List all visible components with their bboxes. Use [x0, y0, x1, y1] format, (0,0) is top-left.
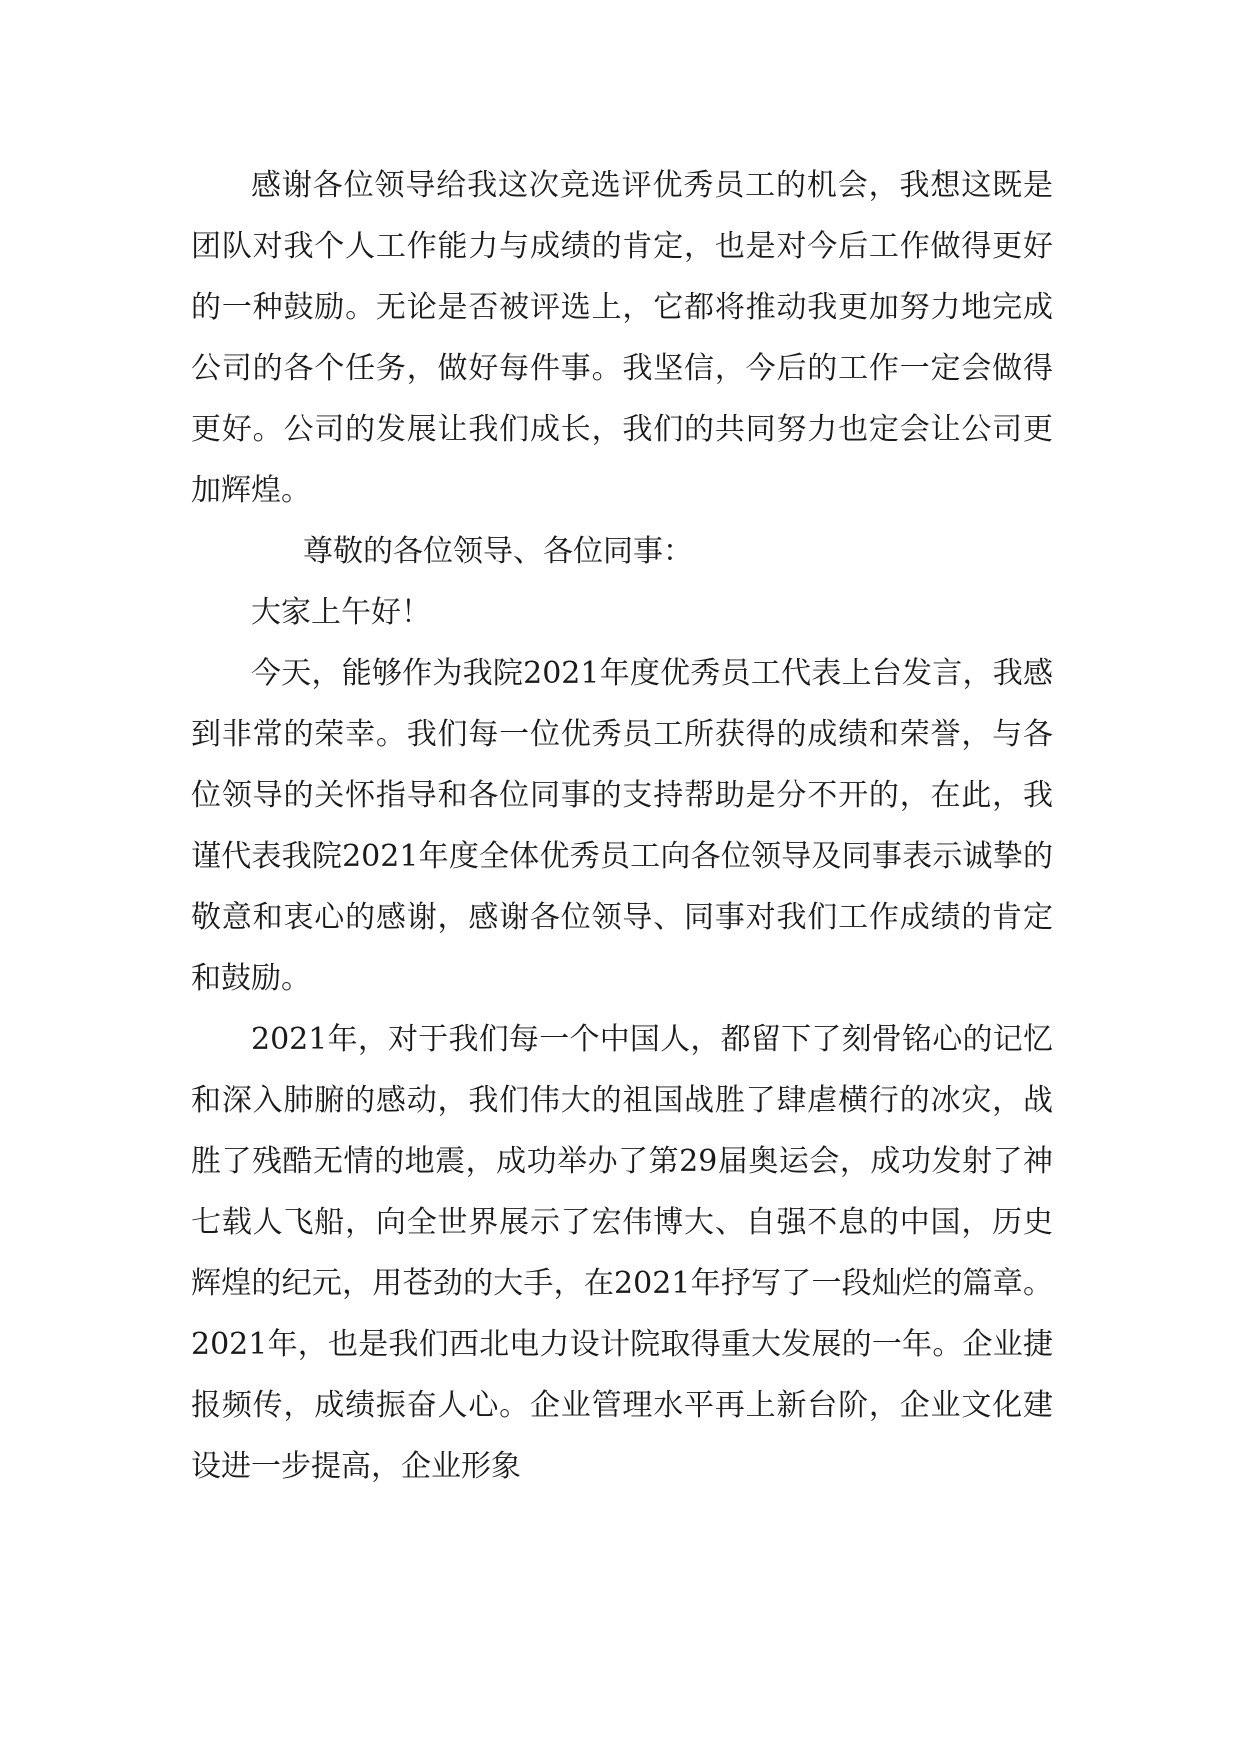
paragraph-greeting: 大家上午好！	[251, 595, 431, 630]
paragraph-year-review: 2021年，对于我们每一个中国人，都留下了刻骨铭心的记忆和深入肺腑的感动，我们伟大的祖国战胜了肆虐横行的冰灾，战胜了残酷无情的地震，成功举办了第29届奥运会，成功发射了神七载人飞船，向全世界展示了宏伟博大、自强不息的中国，历史辉煌的纪元，用苍劲的大手，在2021年抒写了一段灿烂的篇章。2021年，也是我们西北电力设计院取得重大发展的一年。企业捷报频传，成绩振奋人心。企业管理水平再上新台阶，企业文化建设进一步提高，企业形象	[191, 1022, 1053, 1484]
document-body	[191, 155, 1053, 1497]
paragraph-thanks: 感谢各位领导给我这次竞选评优秀员工的机会，我想这既是团队对我个人工作能力与成绩的肯定，也是对今后工作做得更好的一种鼓励。无论是否被评选上，它都将推动我更加努力地完成公司的各个任务，做好每件事。我坚信，今后的工作一定会做得更好。公司的发展让我们成长，我们的共同努力也定会让公司更加辉煌。	[191, 168, 1053, 508]
paragraph-honor: 今天，能够作为我院2021年度优秀员工代表上台发言，我感到非常的荣幸。我们每一位优秀员工所获得的成绩和荣誉，与各位领导的关怀指导和各位同事的支持帮助是分不开的，在此，我谨代表我院2021年度全体优秀员工向各位领导及同事表示诚挚的敬意和衷心的感谢，感谢各位领导、同事对我们工作成绩的肯定和鼓励。	[191, 656, 1053, 996]
paragraph-salutation: 尊敬的各位领导、各位同事：	[303, 534, 693, 569]
